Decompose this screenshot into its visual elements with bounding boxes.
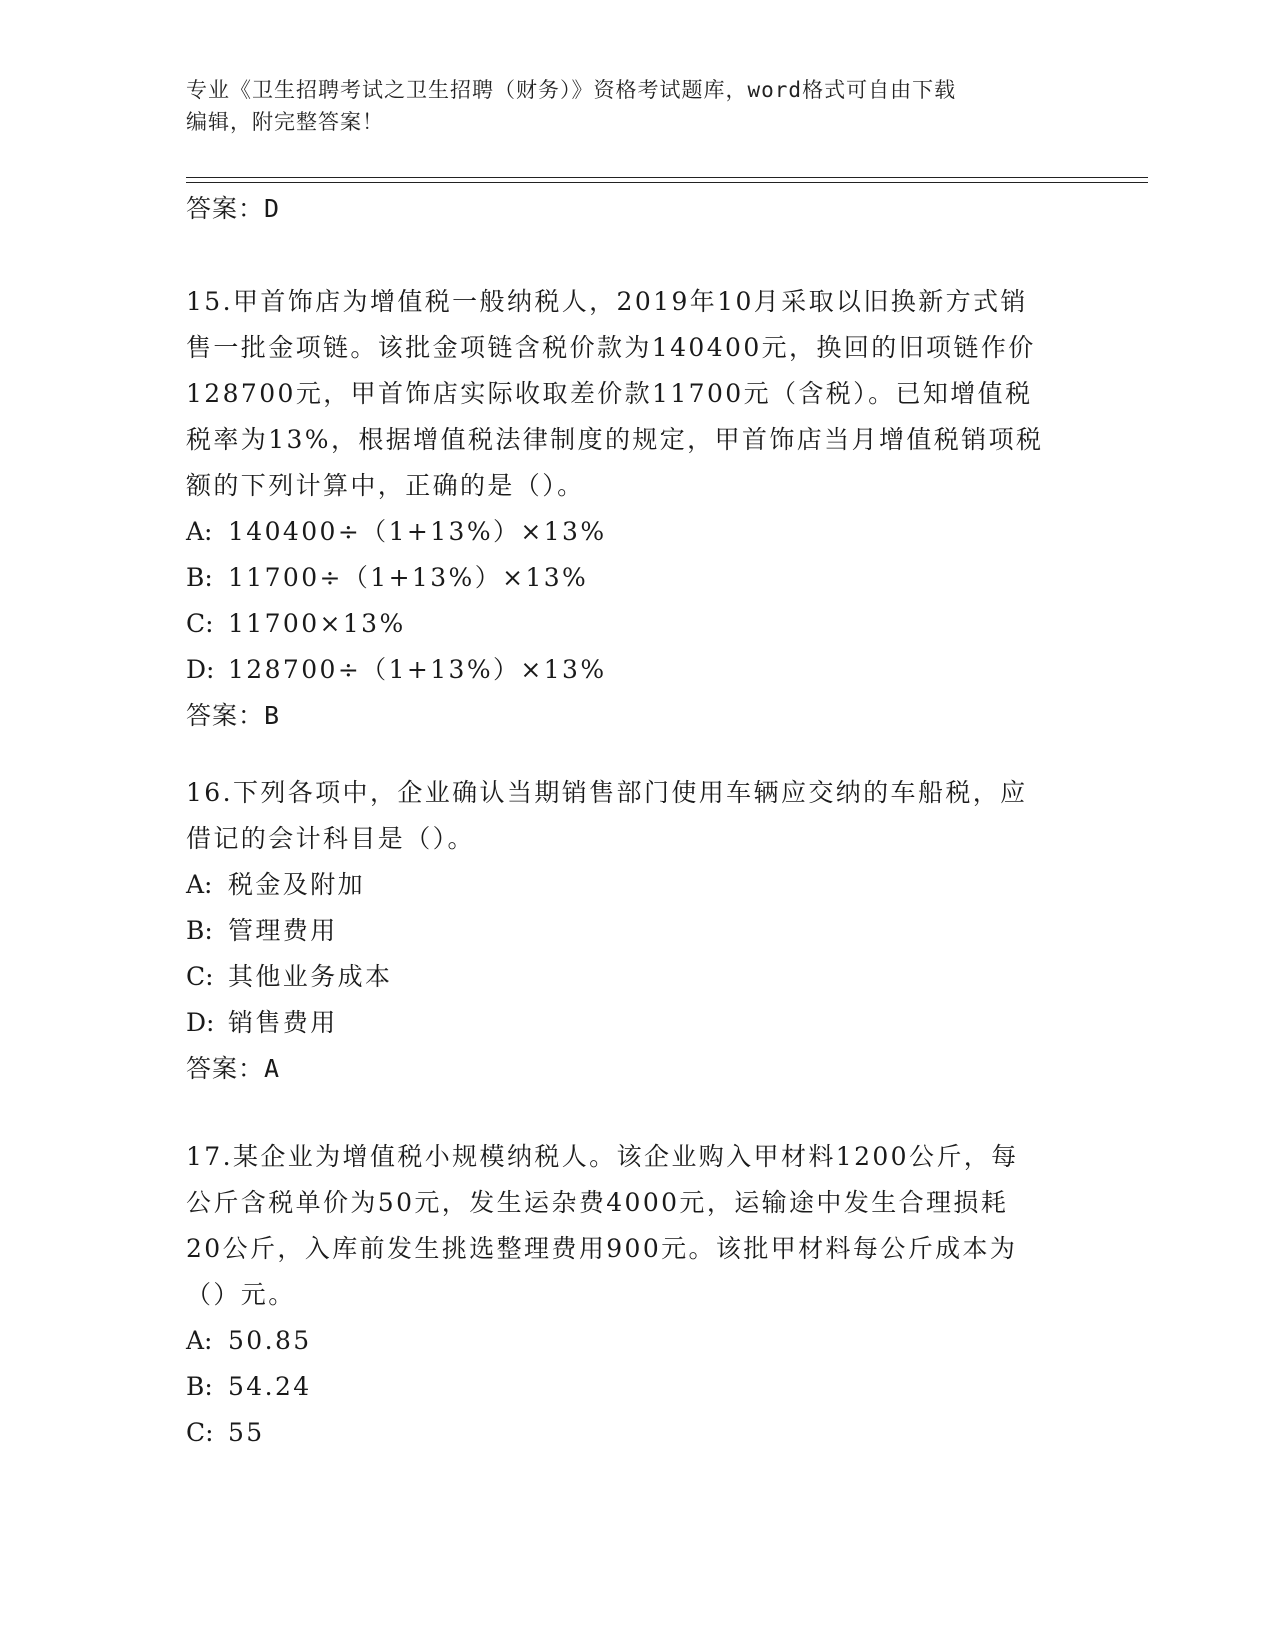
question-text-line: 17.某企业为增值税小规模纳税人。该企业购入甲材料1200公斤，每 (186, 1142, 1019, 1171)
option-b (186, 908, 1086, 954)
document-header (186, 74, 1086, 138)
option-text: 55 (228, 1418, 265, 1447)
answer-label: 答案：D (186, 194, 281, 223)
question-text-line: 额的下列计算中，正确的是（）。 (186, 471, 585, 500)
option-b (186, 1364, 1086, 1410)
option-c (186, 1410, 1086, 1456)
option-letter: C: (186, 1418, 214, 1447)
option-letter: B: (186, 563, 213, 592)
option-b (186, 555, 1086, 601)
option-letter: D: (186, 655, 215, 684)
option-text: 销售费用 (228, 1008, 338, 1037)
question-text-line: 15.甲首饰店为增值税一般纳税人，2019年10月采取以旧换新方式销 (186, 287, 1028, 316)
question-text-line: 20公斤，入库前发生挑选整理费用900元。该批甲材料每公斤成本为 (186, 1234, 1018, 1263)
option-text: 54.24 (228, 1372, 312, 1401)
question-text-line: 16.下列各项中，企业确认当期销售部门使用车辆应交纳的车船税，应 (186, 778, 1028, 807)
option-text: 128700÷（1+13%）×13% (228, 655, 607, 684)
previous-answer-block (186, 186, 1086, 232)
question-15 (186, 279, 1086, 739)
option-text: 管理费用 (228, 916, 338, 945)
option-d (186, 647, 1086, 693)
question-text-line: 借记的会计科目是（）。 (186, 824, 475, 853)
option-letter: B: (186, 916, 213, 945)
answer-label: 答案：B (186, 701, 281, 730)
option-a (186, 1318, 1086, 1364)
question-text-line: （）元。 (186, 1280, 296, 1309)
header-divider-bottom (186, 182, 1148, 183)
option-letter: D: (186, 1008, 215, 1037)
option-letter: A: (186, 870, 213, 899)
question-text-line: 售一批金项链。该批金项链含税价款为140400元，换回的旧项链作价 (186, 333, 1036, 362)
question-text-line: 128700元，甲首饰店实际收取差价款11700元（含税）。已知增值税 (186, 379, 1033, 408)
option-letter: B: (186, 1372, 213, 1401)
option-letter: A: (186, 517, 213, 546)
option-a (186, 509, 1086, 555)
option-text: 其他业务成本 (228, 962, 393, 991)
option-d (186, 1000, 1086, 1046)
header-divider-top (186, 177, 1148, 178)
option-letter: C: (186, 962, 214, 991)
answer-label: 答案：A (186, 1054, 281, 1083)
option-a (186, 862, 1086, 908)
question-text-line: 税率为13%，根据增值税法律制度的规定，甲首饰店当月增值税销项税 (186, 425, 1044, 454)
option-text: 140400÷（1+13%）×13% (228, 517, 607, 546)
option-text: 11700×13% (228, 609, 406, 638)
header-line-1: 专业《卫生招聘考试之卫生招聘（财务）》资格考试题库，word格式可自由下载 (186, 78, 957, 102)
option-text: 税金及附加 (228, 870, 366, 899)
header-line-2: 编辑，附完整答案！ (186, 110, 384, 134)
option-letter: A: (186, 1326, 213, 1355)
option-c (186, 954, 1086, 1000)
question-16 (186, 770, 1086, 1092)
option-text: 50.85 (228, 1326, 312, 1355)
option-letter: C: (186, 609, 214, 638)
question-text-line: 公斤含税单价为50元，发生运杂费4000元，运输途中发生合理损耗 (186, 1188, 1009, 1217)
question-17 (186, 1134, 1086, 1456)
option-text: 11700÷（1+13%）×13% (228, 563, 589, 592)
option-c (186, 601, 1086, 647)
